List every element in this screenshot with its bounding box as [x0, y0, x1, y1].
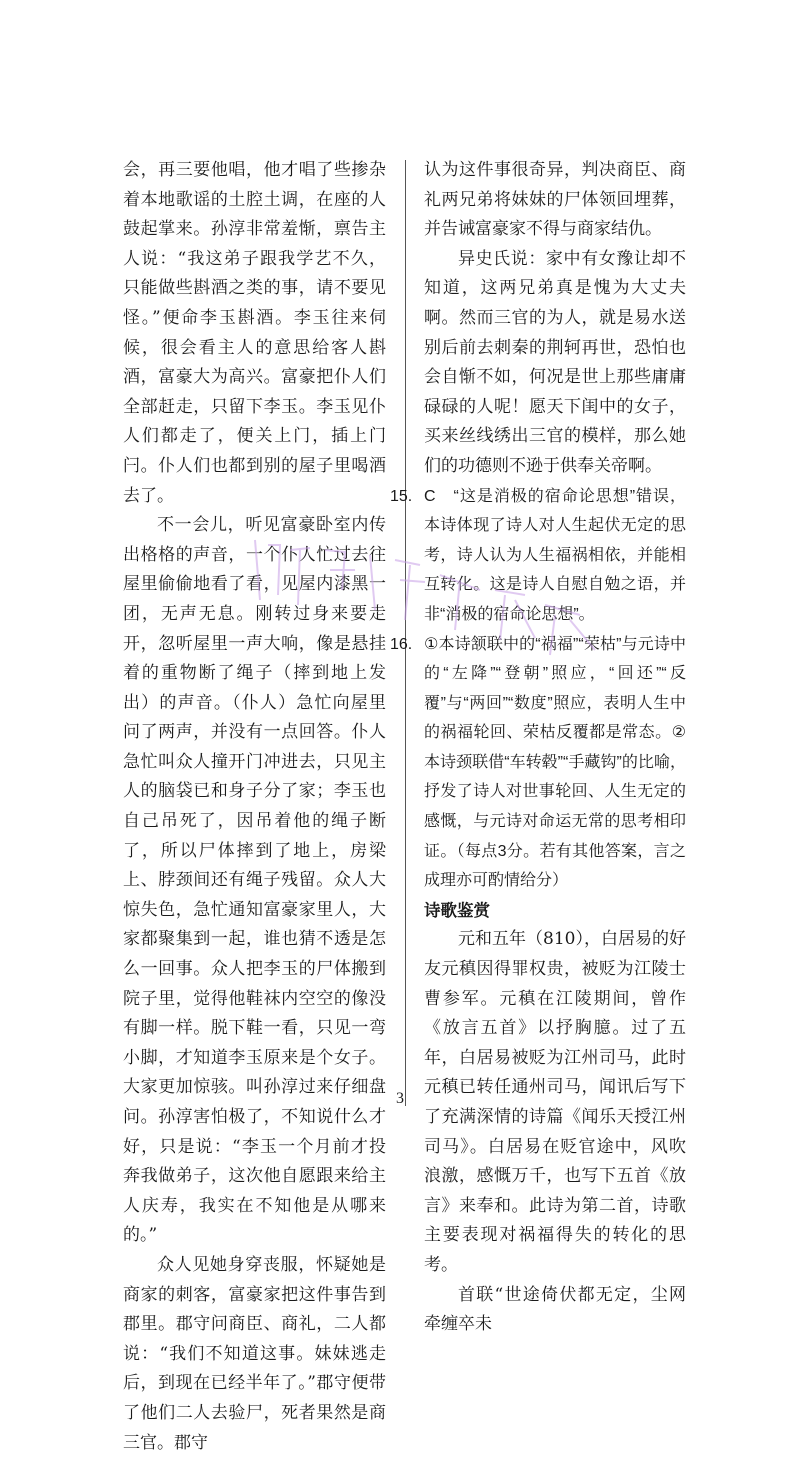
- right-paragraph-1: 认为这件事很奇异，判决商臣、商礼两兄弟将妹妹的尸体领回埋葬，并告诫富豪家不得与商家结仇。: [424, 160, 686, 240]
- page-number: 3: [396, 1090, 404, 1107]
- answer-16-number: 16.: [390, 635, 413, 653]
- section-heading: 诗歌鉴赏: [424, 900, 490, 920]
- answer-15-text: C “这是消极的宿命论思想”错误，本诗体现了诗人对人生起伏无定的思考，诗人认为人生福祸相依，并能相互转化。这是诗人自慰自勉之语，并非“消极的宿命论思想”。: [424, 487, 686, 623]
- answer-15: [390, 482, 686, 630]
- left-paragraph-2: 不一会儿，听见富豪卧室内传出格格的声音，一个仆人忙过去往屋里偷偷地看了看，见屋内漆黑一团，无声无息。刚转过身来要走开，忽听屋里一声大响，像是悬挂着的重物断了绳子（摔到地上发出）的声音。（仆人）急忙向屋里问了两声，并没有一点回答。仆人急忙叫众人撞开门冲进去，只见主人的脑袋已和身子分了家；李玉也自己吊死了，因吊着他的绳子断了，所以尸体摔到了地上，房梁上、脖颈间还有绳子残留。众人大惊失色，急忙通知富豪家里人，大家都聚集到一起，谁也猜不透是怎么一回事。众人把李玉的尸体搬到院子里，觉得他鞋袜内空空的像没有脚一样。脱下鞋一看，只见一弯小脚，才知道李玉原来是个女子。大家更加惊骇。叫孙淳过来仔细盘问。孙淳害怕极了，不知说什么才好，只是说：“李玉一个月前才投奔我做弟子，这次他自愿跟来给主人庆寿，我实在不知他是从哪来的。”: [123, 515, 386, 1246]
- answer-16-text: ①本诗颔联中的“祸福”“荣枯”与元诗中的“左降”“登朝”照应，“回还”“反覆”与“两回”“数度”照应，表明人生中的祸福轮回、荣枯反覆都是常态。②本诗颈联借“车转毂”“手藏钩”的比喻，抒发了诗人对世事轮回、人生无定的感慨，与元诗对命运无常的思考相印证。（每点3分。若有其他答案，言之成理亦可酌情给分）: [424, 635, 686, 890]
- appreciation-paragraph-1: 元和五年（810），白居易的好友元稹因得罪权贵，被贬为江陵士曹参军。元稹在江陵期间，曾作《放言五首》以抒胸臆。过了五年，白居易被贬为江州司马，此时元稹已转任通州司马，闻讯后写下了充满深情的诗篇《闻乐天授江州司马》。白居易在贬官途中，风吹浪激，感慨万千，也写下五首《放言》来奉和。此诗为第二首，诗歌主要表现对祸福得失的转化的思考。: [424, 929, 686, 1275]
- appreciation-paragraph-2: 首联“世途倚伏都无定，尘网牵缠卒未: [424, 1284, 686, 1335]
- answer-16: [390, 630, 686, 896]
- answer-15-number: 15.: [390, 487, 413, 505]
- left-paragraph-1: 会，再三要他唱，他才唱了些掺杂着本地歌谣的土腔土调，在座的人鼓起掌来。孙淳非常羞惭，禀告主人说：“我这弟子跟我学艺不久，只能做些斟酒之类的事，请不要见怪。”便命李玉斟酒。李玉往来伺候，很会看主人的意思给客人斟酒，富豪大为高兴。富豪把仆人们全部赶走，只留下李玉。李玉见仆人们都走了，便关上门，插上门闩。仆人们也都到别的屋子里喝酒去了。: [123, 160, 386, 506]
- left-column: [123, 156, 386, 1458]
- right-paragraph-2: 异史氏说：家中有女豫让却不知道，这两兄弟真是愧为大丈夫啊。然而三官的为人，就是易水送别后前去刺秦的荆轲再世，恐怕也会自惭不如，何况是世上那些庸庸碌碌的人呢！愿天下闺中的女子，买来丝线绣出三官的模样，那么她们的功德则不逊于供奉关帝啊。: [424, 248, 686, 476]
- left-paragraph-3: 众人见她身穿丧服，怀疑她是商家的刺客，富豪家把这件事告到郡里。郡守问商臣、商礼，二人都说：“我们不知道这事。妹妹逃走后，到现在已经半年了。”郡守便带了他们二人去验尸，死者果然是商三官。郡守: [123, 1254, 386, 1453]
- right-column: [390, 156, 686, 1340]
